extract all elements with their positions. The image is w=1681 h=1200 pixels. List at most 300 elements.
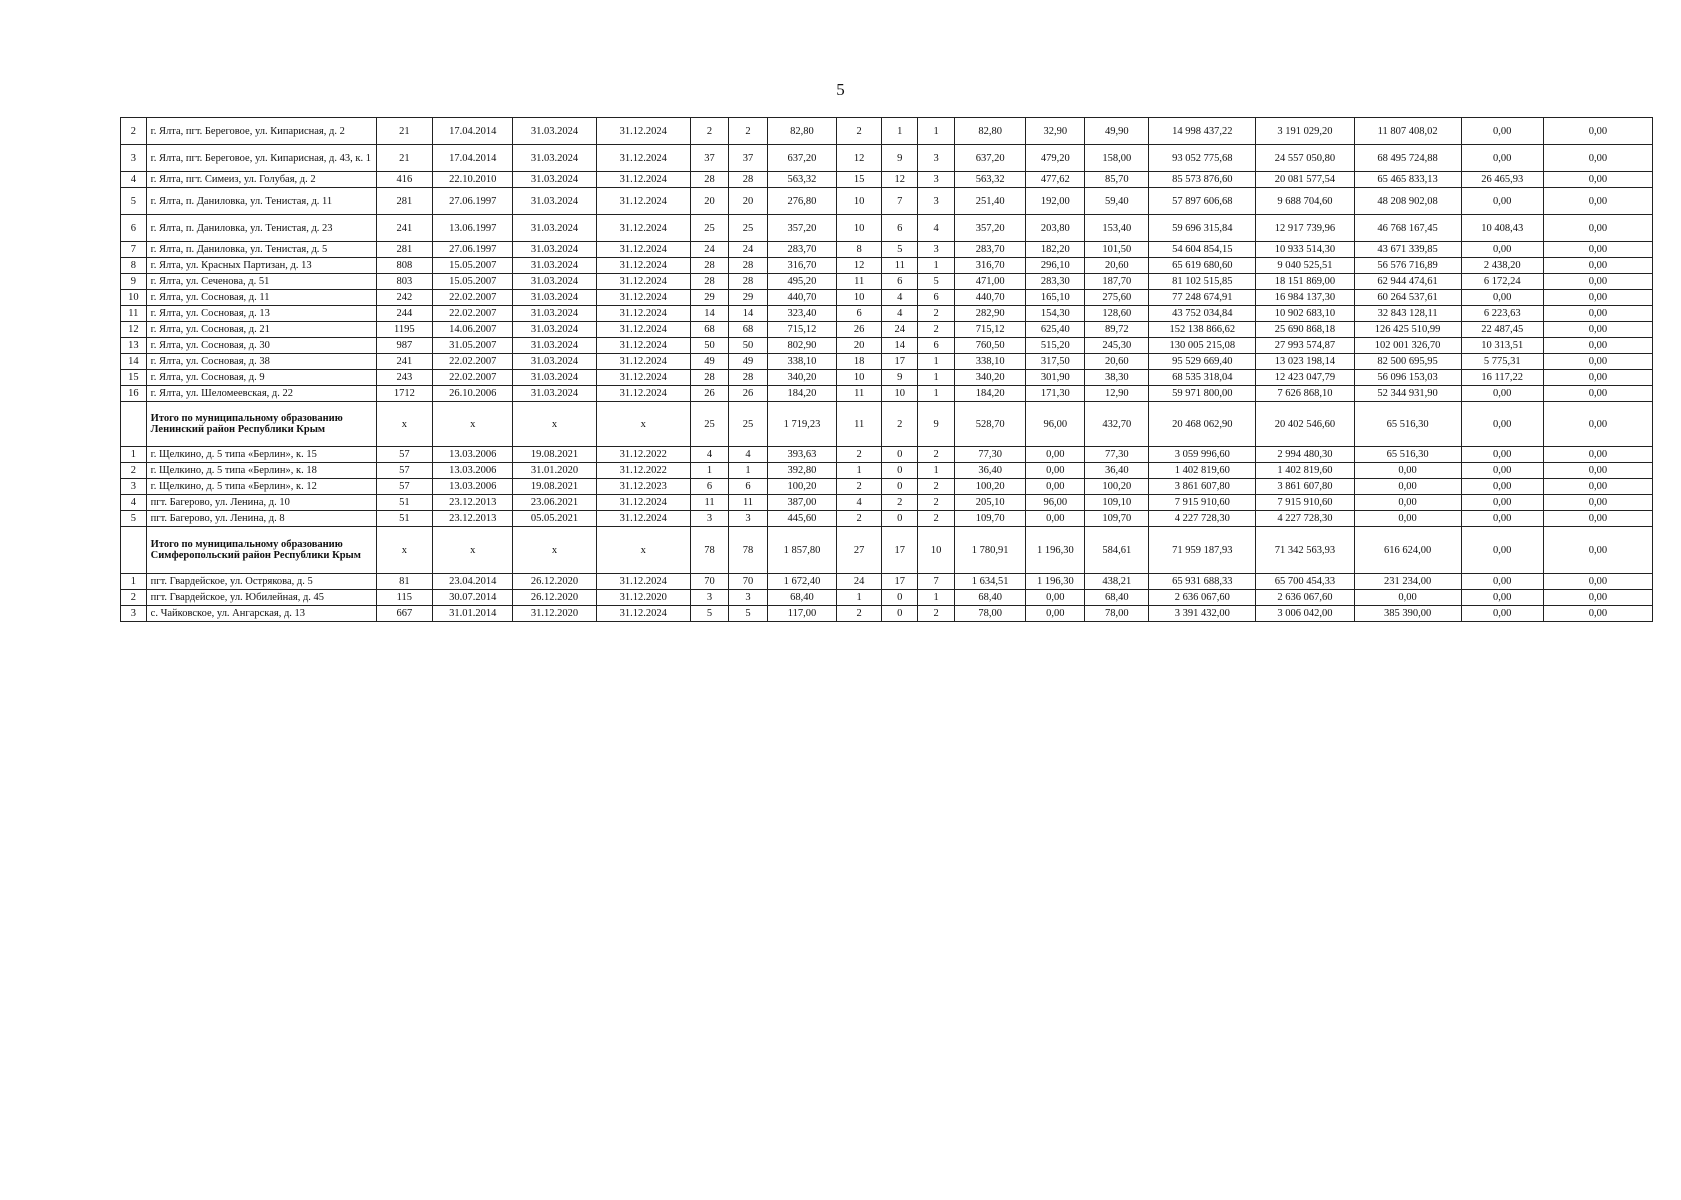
table-cell: 0,00: [1543, 354, 1652, 370]
table-cell: 10: [837, 370, 882, 386]
table-cell: 4 227 728,30: [1149, 511, 1256, 527]
table-cell: 31.12.2024: [596, 118, 690, 145]
table-cell: 26: [690, 386, 728, 402]
table-cell: 89,72: [1085, 322, 1149, 338]
table-cell: 85 573 876,60: [1149, 172, 1256, 188]
table-cell: 242: [376, 290, 433, 306]
table-cell: 11: [837, 386, 882, 402]
table-cell: 301,90: [1026, 370, 1085, 386]
table-cell: x: [433, 402, 513, 447]
table-cell: 20: [837, 338, 882, 354]
table-cell: 10: [837, 290, 882, 306]
table-cell: 4: [882, 290, 918, 306]
table-cell: 31.12.2024: [596, 188, 690, 215]
table-cell: 31.03.2024: [513, 274, 596, 290]
table-cell: 357,20: [767, 215, 836, 242]
table-cell: x: [596, 527, 690, 574]
row-number-cell: 2: [121, 118, 147, 145]
table-cell: 323,40: [767, 306, 836, 322]
table-cell: 7: [882, 188, 918, 215]
table-cell: 17: [882, 574, 918, 590]
table-cell: 16 117,22: [1461, 370, 1543, 386]
table-cell: 4: [690, 447, 728, 463]
table-cell: 2: [837, 511, 882, 527]
table-cell: 22.02.2007: [433, 354, 513, 370]
table-cell: 93 052 775,68: [1149, 145, 1256, 172]
address-cell: г. Ялта, ул. Красных Партизан, д. 13: [146, 258, 376, 274]
table-cell: 0,00: [1026, 463, 1085, 479]
address-cell: Итого по муниципальному образованию Ленинский район Республики Крым: [146, 402, 376, 447]
table-cell: 8: [837, 242, 882, 258]
table-cell: 1: [918, 118, 954, 145]
table-cell: 0: [882, 447, 918, 463]
table-cell: 10: [882, 386, 918, 402]
table-cell: 0,00: [1543, 590, 1652, 606]
table-cell: 5 775,31: [1461, 354, 1543, 370]
table-cell: 6: [882, 274, 918, 290]
table-cell: 1: [837, 590, 882, 606]
table-cell: 10: [837, 215, 882, 242]
table-cell: 515,20: [1026, 338, 1085, 354]
table-cell: x: [433, 527, 513, 574]
table-cell: 1 857,80: [767, 527, 836, 574]
table-cell: 49,90: [1085, 118, 1149, 145]
table-cell: 387,00: [767, 495, 836, 511]
table-cell: 31.12.2024: [596, 145, 690, 172]
row-number-cell: 3: [121, 145, 147, 172]
table-cell: 393,63: [767, 447, 836, 463]
table-cell: 68,40: [1085, 590, 1149, 606]
table-cell: 29: [729, 290, 767, 306]
table-cell: 51: [376, 495, 433, 511]
table-cell: 563,32: [767, 172, 836, 188]
table-cell: 0,00: [1461, 495, 1543, 511]
table-cell: 31.03.2024: [513, 322, 596, 338]
table-cell: 31.12.2024: [596, 322, 690, 338]
table-cell: 6 223,63: [1461, 306, 1543, 322]
table-cell: 77,30: [1085, 447, 1149, 463]
table-cell: 0,00: [1461, 463, 1543, 479]
table-cell: 4 227 728,30: [1256, 511, 1354, 527]
table-cell: 9 040 525,51: [1256, 258, 1354, 274]
table-cell: 3 391 432,00: [1149, 606, 1256, 622]
table-cell: 57: [376, 463, 433, 479]
table-cell: 77 248 674,91: [1149, 290, 1256, 306]
table-cell: 62 944 474,61: [1354, 274, 1461, 290]
table-cell: 11: [882, 258, 918, 274]
table-cell: 24: [729, 242, 767, 258]
table-cell: 31.03.2024: [513, 145, 596, 172]
table-cell: 70: [729, 574, 767, 590]
table-cell: 1 402 819,60: [1149, 463, 1256, 479]
table-cell: 31.01.2020: [513, 463, 596, 479]
table-cell: 31.12.2024: [596, 354, 690, 370]
row-number-cell: 4: [121, 172, 147, 188]
table-cell: x: [596, 402, 690, 447]
table-cell: 10 313,51: [1461, 338, 1543, 354]
table-row: [121, 172, 1653, 188]
table-cell: 54 604 854,15: [1149, 242, 1256, 258]
table-cell: 17: [882, 527, 918, 574]
table-cell: 0,00: [1543, 322, 1652, 338]
table-cell: 77,30: [954, 447, 1026, 463]
table-cell: 70: [690, 574, 728, 590]
table-cell: 6: [837, 306, 882, 322]
table-cell: 563,32: [954, 172, 1026, 188]
table-cell: 31.03.2024: [513, 118, 596, 145]
table-cell: 31.12.2024: [596, 215, 690, 242]
table-cell: 96,00: [1026, 495, 1085, 511]
table-cell: 205,10: [954, 495, 1026, 511]
table-row: [121, 370, 1653, 386]
table-cell: 13.06.1997: [433, 215, 513, 242]
table-cell: 30.07.2014: [433, 590, 513, 606]
address-cell: г. Ялта, п. Даниловка, ул. Тенистая, д. 5: [146, 242, 376, 258]
table-cell: 50: [729, 338, 767, 354]
table-cell: 49: [729, 354, 767, 370]
table-cell: 296,10: [1026, 258, 1085, 274]
table-row: [121, 274, 1653, 290]
table-cell: 0: [882, 511, 918, 527]
table-cell: 187,70: [1085, 274, 1149, 290]
table-cell: 12: [837, 145, 882, 172]
table-cell: 27.06.1997: [433, 188, 513, 215]
table-cell: 0,00: [1461, 402, 1543, 447]
table-cell: 15.05.2007: [433, 258, 513, 274]
table-row: [121, 118, 1653, 145]
table-cell: 438,21: [1085, 574, 1149, 590]
table-cell: 495,20: [767, 274, 836, 290]
table-cell: 52 344 931,90: [1354, 386, 1461, 402]
table-cell: 0,00: [1543, 172, 1652, 188]
table-cell: 48 208 902,08: [1354, 188, 1461, 215]
table-cell: 2: [690, 118, 728, 145]
table-cell: 385 390,00: [1354, 606, 1461, 622]
table-cell: 2: [918, 479, 954, 495]
table-cell: 9: [882, 145, 918, 172]
address-cell: Итого по муниципальному образованию Симферопольский район Республики Крым: [146, 527, 376, 574]
table-cell: 60 264 537,61: [1354, 290, 1461, 306]
table-cell: 20 081 577,54: [1256, 172, 1354, 188]
table-cell: 0,00: [1543, 479, 1652, 495]
table-cell: x: [513, 527, 596, 574]
table-cell: 1: [918, 590, 954, 606]
table-cell: 152 138 866,62: [1149, 322, 1256, 338]
subtotal-row: [121, 402, 1653, 447]
table-cell: x: [376, 527, 433, 574]
table-cell: 0,00: [1461, 118, 1543, 145]
table-cell: 11: [837, 274, 882, 290]
page-number: 5: [836, 80, 845, 99]
address-cell: пгт. Багерово, ул. Ленина, д. 8: [146, 511, 376, 527]
table-row: [121, 145, 1653, 172]
table-cell: 9: [918, 402, 954, 447]
table-cell: 3: [729, 590, 767, 606]
table-cell: 6 172,24: [1461, 274, 1543, 290]
row-number-cell: 14: [121, 354, 147, 370]
table-cell: 81: [376, 574, 433, 590]
table-cell: 3: [918, 172, 954, 188]
table-cell: 2: [729, 118, 767, 145]
table-cell: 36,40: [1085, 463, 1149, 479]
table-cell: 17.04.2014: [433, 118, 513, 145]
table-cell: 25: [690, 402, 728, 447]
table-cell: 0,00: [1026, 479, 1085, 495]
table-body: [121, 118, 1653, 622]
table-cell: 57: [376, 479, 433, 495]
address-cell: пгт. Гвардейское, ул. Острякова, д. 5: [146, 574, 376, 590]
table-cell: 283,30: [1026, 274, 1085, 290]
table-cell: 0,00: [1354, 463, 1461, 479]
table-cell: 22 487,45: [1461, 322, 1543, 338]
table-cell: 283,70: [767, 242, 836, 258]
table-cell: 0,00: [1543, 447, 1652, 463]
table-cell: 243: [376, 370, 433, 386]
table-cell: 6: [918, 338, 954, 354]
table-cell: 316,70: [954, 258, 1026, 274]
table-cell: 1: [918, 370, 954, 386]
table-cell: 78: [690, 527, 728, 574]
table-row: [121, 479, 1653, 495]
table-cell: 0,00: [1461, 447, 1543, 463]
housing-resettlement-table: [120, 117, 1653, 622]
table-cell: 27.06.1997: [433, 242, 513, 258]
table-cell: 12 423 047,79: [1256, 370, 1354, 386]
row-number-cell: 8: [121, 258, 147, 274]
table-cell: 28: [729, 172, 767, 188]
table-cell: 2: [882, 495, 918, 511]
table-cell: 14.06.2007: [433, 322, 513, 338]
table-cell: 28: [690, 258, 728, 274]
address-cell: г. Ялта, п. Даниловка, ул. Тенистая, д. 23: [146, 215, 376, 242]
table-cell: 3 191 029,20: [1256, 118, 1354, 145]
table-cell: 32,90: [1026, 118, 1085, 145]
table-cell: 26.12.2020: [513, 574, 596, 590]
address-cell: пгт. Багерово, ул. Ленина, д. 10: [146, 495, 376, 511]
table-cell: 100,20: [1085, 479, 1149, 495]
table-cell: 82,80: [954, 118, 1026, 145]
table-cell: 0,00: [1543, 274, 1652, 290]
address-cell: г. Ялта, пгт. Береговое, ул. Кипарисная, д. 43, к. 1: [146, 145, 376, 172]
address-cell: г. Ялта, пгт. Симеиз, ул. Голубая, д. 2: [146, 172, 376, 188]
table-cell: 10 902 683,10: [1256, 306, 1354, 322]
table-cell: 2: [837, 479, 882, 495]
table-cell: 28: [729, 370, 767, 386]
table-cell: 283,70: [954, 242, 1026, 258]
table-cell: 31.03.2024: [513, 370, 596, 386]
table-cell: 2: [918, 447, 954, 463]
table-cell: 31.12.2022: [596, 447, 690, 463]
table-cell: 26: [729, 386, 767, 402]
table-cell: 17: [882, 354, 918, 370]
table-cell: 71 342 563,93: [1256, 527, 1354, 574]
table-cell: 808: [376, 258, 433, 274]
table-cell: 154,30: [1026, 306, 1085, 322]
table-cell: 584,61: [1085, 527, 1149, 574]
row-number-cell: 10: [121, 290, 147, 306]
table-cell: 126 425 510,99: [1354, 322, 1461, 338]
table-cell: 7 915 910,60: [1256, 495, 1354, 511]
table-cell: 22.02.2007: [433, 290, 513, 306]
table-cell: 24: [690, 242, 728, 258]
table-cell: 31.12.2024: [596, 511, 690, 527]
table-cell: 241: [376, 354, 433, 370]
table-cell: 0,00: [1543, 386, 1652, 402]
table-row: [121, 215, 1653, 242]
table-cell: 2: [882, 402, 918, 447]
table-cell: 0,00: [1543, 527, 1652, 574]
table-cell: 0,00: [1461, 242, 1543, 258]
table-row: [121, 290, 1653, 306]
table-cell: 23.06.2021: [513, 495, 596, 511]
table-cell: 0,00: [1543, 338, 1652, 354]
table-cell: 1 634,51: [954, 574, 1026, 590]
table-cell: 38,30: [1085, 370, 1149, 386]
table-cell: 31.12.2024: [596, 306, 690, 322]
table-cell: 0,00: [1543, 402, 1652, 447]
table-cell: 31.12.2022: [596, 463, 690, 479]
table-cell: 7: [918, 574, 954, 590]
table-cell: 28: [729, 274, 767, 290]
table-cell: 20: [690, 188, 728, 215]
table-cell: 357,20: [954, 215, 1026, 242]
row-number-cell: 4: [121, 495, 147, 511]
table-cell: 37: [729, 145, 767, 172]
address-cell: г. Ялта, ул. Шеломеевская, д. 22: [146, 386, 376, 402]
table-cell: 28: [690, 274, 728, 290]
table-cell: 1 672,40: [767, 574, 836, 590]
table-cell: 31.12.2024: [596, 290, 690, 306]
table-cell: 31.03.2024: [513, 386, 596, 402]
table-cell: 203,80: [1026, 215, 1085, 242]
table-cell: 251,40: [954, 188, 1026, 215]
table-cell: 1: [918, 386, 954, 402]
table-cell: 21: [376, 145, 433, 172]
table-cell: 130 005 215,08: [1149, 338, 1256, 354]
table-row: [121, 338, 1653, 354]
table-cell: 275,60: [1085, 290, 1149, 306]
table-cell: 317,50: [1026, 354, 1085, 370]
table-cell: 56 576 716,89: [1354, 258, 1461, 274]
table-cell: 0,00: [1461, 590, 1543, 606]
row-number-cell: 12: [121, 322, 147, 338]
table-cell: 31.03.2024: [513, 306, 596, 322]
table-row: [121, 258, 1653, 274]
table-cell: 12,90: [1085, 386, 1149, 402]
table-cell: 82,80: [767, 118, 836, 145]
table-cell: 13.03.2006: [433, 447, 513, 463]
table-cell: 637,20: [767, 145, 836, 172]
table-cell: 3 006 042,00: [1256, 606, 1354, 622]
table-cell: 171,30: [1026, 386, 1085, 402]
table-row: [121, 447, 1653, 463]
table-cell: 4: [918, 215, 954, 242]
table-cell: 5: [729, 606, 767, 622]
table-cell: 68 495 724,88: [1354, 145, 1461, 172]
table-cell: 0,00: [1543, 306, 1652, 322]
table-cell: 803: [376, 274, 433, 290]
table-cell: 101,50: [1085, 242, 1149, 258]
table-cell: 43 752 034,84: [1149, 306, 1256, 322]
table-cell: 26 465,93: [1461, 172, 1543, 188]
row-number-cell: 1: [121, 447, 147, 463]
table-cell: 25: [729, 402, 767, 447]
table-cell: 24 557 050,80: [1256, 145, 1354, 172]
table-cell: 471,00: [954, 274, 1026, 290]
table-cell: 1 196,30: [1026, 574, 1085, 590]
table-cell: 1: [918, 463, 954, 479]
table-cell: 68: [729, 322, 767, 338]
table-cell: 158,00: [1085, 145, 1149, 172]
table-cell: 23.12.2013: [433, 495, 513, 511]
row-number-cell: 2: [121, 463, 147, 479]
table-cell: 05.05.2021: [513, 511, 596, 527]
table-cell: 0,00: [1543, 574, 1652, 590]
table-cell: 182,20: [1026, 242, 1085, 258]
row-number-cell: 9: [121, 274, 147, 290]
table-cell: 0,00: [1461, 386, 1543, 402]
table-cell: 0,00: [1026, 606, 1085, 622]
table-cell: 20,60: [1085, 258, 1149, 274]
table-cell: 281: [376, 242, 433, 258]
table-cell: 2: [918, 495, 954, 511]
table-cell: 0,00: [1354, 479, 1461, 495]
table-cell: 68: [690, 322, 728, 338]
table-cell: 392,80: [767, 463, 836, 479]
table-cell: 43 671 339,85: [1354, 242, 1461, 258]
table-cell: 0,00: [1461, 606, 1543, 622]
table-cell: 416: [376, 172, 433, 188]
address-cell: г. Ялта, ул. Сосновая, д. 13: [146, 306, 376, 322]
table-cell: 2: [837, 447, 882, 463]
table-cell: 31.12.2024: [596, 338, 690, 354]
table-cell: 27 993 574,87: [1256, 338, 1354, 354]
table-cell: 31.12.2024: [596, 242, 690, 258]
table-row: [121, 590, 1653, 606]
row-number-cell: 2: [121, 590, 147, 606]
table-cell: 117,00: [767, 606, 836, 622]
table-cell: 16 984 137,30: [1256, 290, 1354, 306]
table-cell: 26: [837, 322, 882, 338]
table-row: [121, 574, 1653, 590]
table-cell: 28: [729, 258, 767, 274]
address-cell: г. Ялта, ул. Сосновая, д. 30: [146, 338, 376, 354]
table-cell: 31.12.2020: [513, 606, 596, 622]
table-cell: 340,20: [767, 370, 836, 386]
table-cell: 440,70: [954, 290, 1026, 306]
table-cell: 340,20: [954, 370, 1026, 386]
table-cell: 10 408,43: [1461, 215, 1543, 242]
table-cell: 338,10: [767, 354, 836, 370]
table-cell: 71 959 187,93: [1149, 527, 1256, 574]
table-cell: 0,00: [1543, 606, 1652, 622]
table-cell: 78: [729, 527, 767, 574]
table-cell: 31.03.2024: [513, 258, 596, 274]
table-cell: 10 933 514,30: [1256, 242, 1354, 258]
table-cell: 0,00: [1543, 511, 1652, 527]
table-cell: 338,10: [954, 354, 1026, 370]
table-cell: 57 897 606,68: [1149, 188, 1256, 215]
table-cell: 15.05.2007: [433, 274, 513, 290]
table-cell: 192,00: [1026, 188, 1085, 215]
table-cell: 31.03.2024: [513, 338, 596, 354]
table-cell: 1: [918, 258, 954, 274]
table-row: [121, 606, 1653, 622]
table-cell: 477,62: [1026, 172, 1085, 188]
table-cell: 2: [918, 606, 954, 622]
table-cell: 27: [837, 527, 882, 574]
table-cell: 4: [882, 306, 918, 322]
